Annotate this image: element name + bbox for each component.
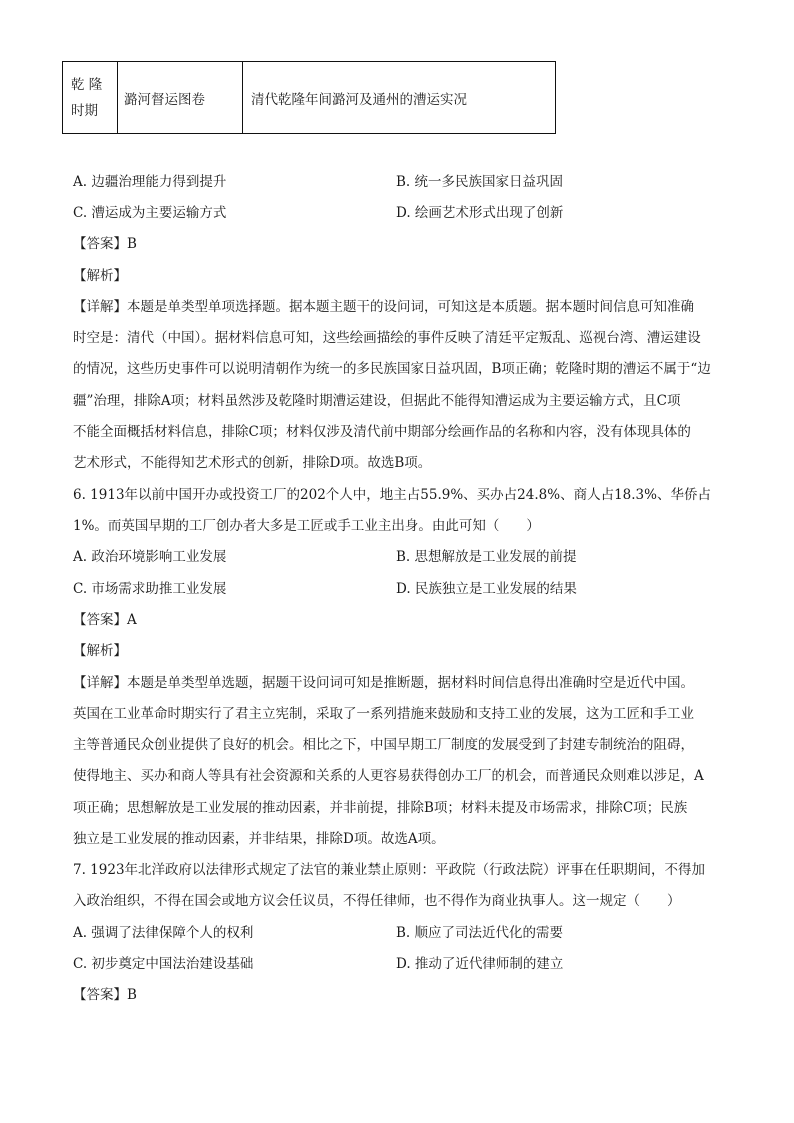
q5-detail-line: 的情况，这些历史事件可以说明清朝作为统一的多民族国家日益巩固，B项正确；乾隆时期的漕运不属于“边: [73, 361, 711, 377]
q6-stem-line: 1%。而英国早期的工厂创办者大多是工匠或手工业主出身。由此可知（ ）: [73, 518, 540, 534]
q7-answer: 【答案】B: [73, 987, 137, 1003]
q5-analysis-heading: 【解析】: [73, 268, 127, 284]
q6-detail-line: 使得地主、买办和商人等具有社会资源和关系的人更容易获得创办工厂的机会，而普通民众则难以涉足，A: [73, 768, 704, 784]
q6-option-b: B. 思想解放是工业发展的前提: [396, 549, 577, 565]
content-cell: 清代乾隆年间潞河及通州的漕运实况: [243, 62, 556, 134]
q7-option-d: D. 推动了近代律师制的建立: [396, 956, 564, 972]
q5-option-d: D. 绘画艺术形式出现了创新: [396, 205, 564, 221]
period-line-1: 乾 隆: [71, 76, 103, 93]
q6-detail-line: 英国在工业革命时期实行了君主立宪制，采取了一系列措施来鼓励和支持工业的发展，这为工匠和手工业: [73, 706, 694, 722]
q6-stem-line: 6. 1913年以前中国开办或投资工厂的202个人中，地主占55.9%、买办占24.8%、商人占18.3%、华侨占: [73, 487, 711, 503]
q6-detail-line: 主等普通民众创业提供了良好的机会。相比之下，中国早期工厂制度的发展受到了封建专制统治的阻碍，: [73, 737, 694, 753]
q5-detail-line: 【详解】本题是单类型单项选择题。据本题主题干的设问词，可知这是本质题。据本题时间信息可知准确: [73, 299, 694, 315]
q5-detail-line: 疆”治理，排除A项；材料虽然涉及乾隆时期漕运建设，但据此不能得知漕运成为主要运输方式，且C项: [73, 393, 681, 409]
q6-detail-line: 独立是工业发展的推动因素，并非结果，排除D项。故选A项。: [73, 831, 445, 847]
period-cell: [63, 62, 118, 134]
q6-option-c: C. 市场需求助推工业发展: [73, 581, 227, 597]
q7-option-a: A. 强调了法律保障个人的权利: [73, 925, 254, 941]
q6-detail-line: 【详解】本题是单类型单选题，据题干设问词可知是推断题，据材料时间信息得出准确时空是近代中国。: [73, 675, 694, 691]
q6-answer: 【答案】A: [73, 612, 137, 628]
q5-answer: 【答案】B: [73, 236, 137, 252]
q7-stem-line: 入政治组织，不得在国会或地方议会任议员，不得任律师，也不得作为商业执事人。这一规定（ ）: [73, 893, 681, 909]
period-line-2: 时期: [71, 102, 98, 119]
q6-analysis-heading: 【解析】: [73, 643, 127, 659]
q5-option-b: B. 统一多民族国家日益巩固: [396, 174, 564, 190]
material-table: [62, 61, 556, 134]
table-row: [63, 62, 556, 134]
q5-option-c: C. 漕运成为主要运输方式: [73, 205, 227, 221]
q5-detail-line: 时空是：清代（中国）。据材料信息可知，这些绘画描绘的事件反映了清廷平定叛乱、巡视台湾、漕运建设: [73, 330, 701, 346]
q7-option-c: C. 初步奠定中国法治建设基础: [73, 956, 254, 972]
q5-option-a: A. 边疆治理能力得到提升: [73, 174, 227, 190]
q5-detail-line: 艺术形式，不能得知艺术形式的创新，排除D项。故选B项。: [73, 455, 432, 471]
q6-detail-line: 项正确；思想解放是工业发展的推动因素，并非前提，排除B项；材料未提及市场需求，排除C项；民族: [73, 800, 688, 816]
q6-option-d: D. 民族独立是工业发展的结果: [396, 581, 577, 597]
q6-option-a: A. 政治环境影响工业发展: [73, 549, 227, 565]
q5-detail-line: 不能全面概括材料信息，排除C项；材料仅涉及清代前中期部分绘画作品的名称和内容，没有体现具体的: [73, 424, 691, 440]
q7-stem-line: 7. 1923年北洋政府以法律形式规定了法官的兼业禁止原则：平政院（行政法院）评事在任职期间，不得加: [73, 862, 706, 878]
work-cell: 潞河督运图卷: [118, 62, 243, 134]
q7-option-b: B. 顺应了司法近代化的需要: [396, 925, 564, 941]
